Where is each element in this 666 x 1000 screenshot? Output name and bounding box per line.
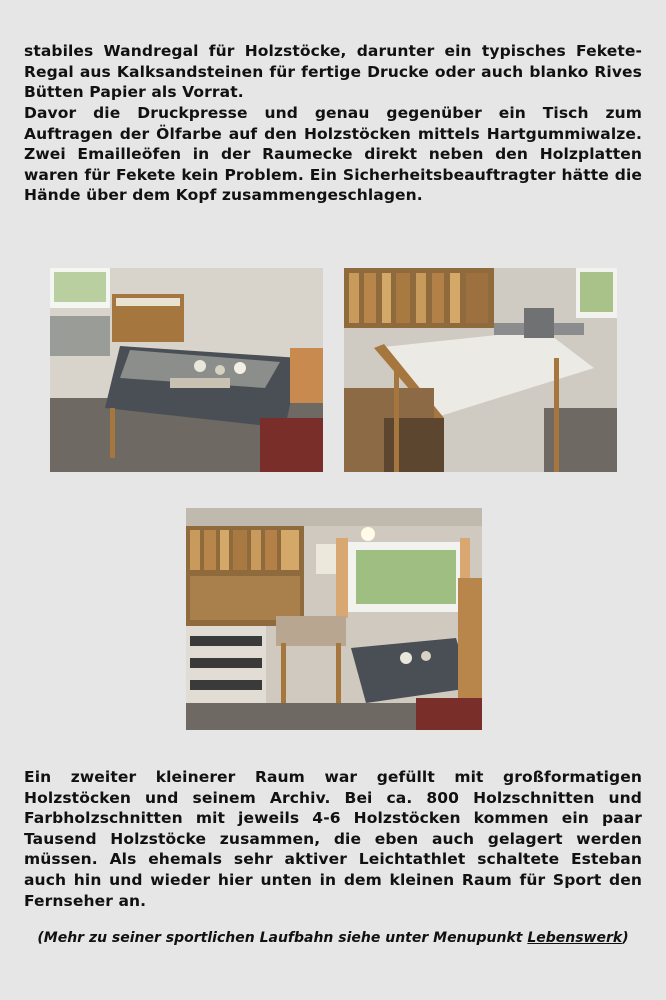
photo-printing-press [344, 268, 617, 472]
photo-room-overview [186, 508, 482, 730]
paragraph-archive-room: Ein zweiter kleinerer Raum war gefüllt mit großformatigen Holzstöcken und seinem Archiv. Bei ca. 800 Holzschnitten und Farbholzschnitten mit jeweils 4-6 Holzstöcken kommen ein paar Tausend Holzstöcke zusammen, die eben auch gelagert werden müssen. Als ehemals sehr aktiver Leichtathlet schaltete Esteban auch hin und wieder hier unten in dem kleinen Raum für Sport den Fernseher an. [24, 768, 642, 910]
paragraph-shelf: stabiles Wandregal für Holzstöcke, darunter ein typisches Fekete-Regal aus Kalksandsteinen für fertige Drucke oder auch blanko Rives Bütten Papier als Vorrat. [24, 42, 642, 102]
footnote-suffix: ) [622, 930, 629, 946]
lebenswerk-link[interactable]: Lebenswerk [527, 930, 623, 946]
footnote-prefix: (Mehr zu seiner sportlichen Laufbahn siehe unter Menupunkt [37, 930, 528, 946]
footnote [0, 930, 666, 946]
paragraph-press: Davor die Druckpresse und genau gegenüber ein Tisch zum Auftragen der Ölfarbe auf den Holzstöcken mittels Hartgummiwalze. Zwei Emailleöfen in der Raumecke direkt neben den Holzplatten waren für Fekete kein Problem. Ein Sicherheitsbeauftragter hätte die Hände über dem Kopf zusammengeschlagen. [24, 104, 642, 205]
photo-worktable [50, 268, 323, 472]
